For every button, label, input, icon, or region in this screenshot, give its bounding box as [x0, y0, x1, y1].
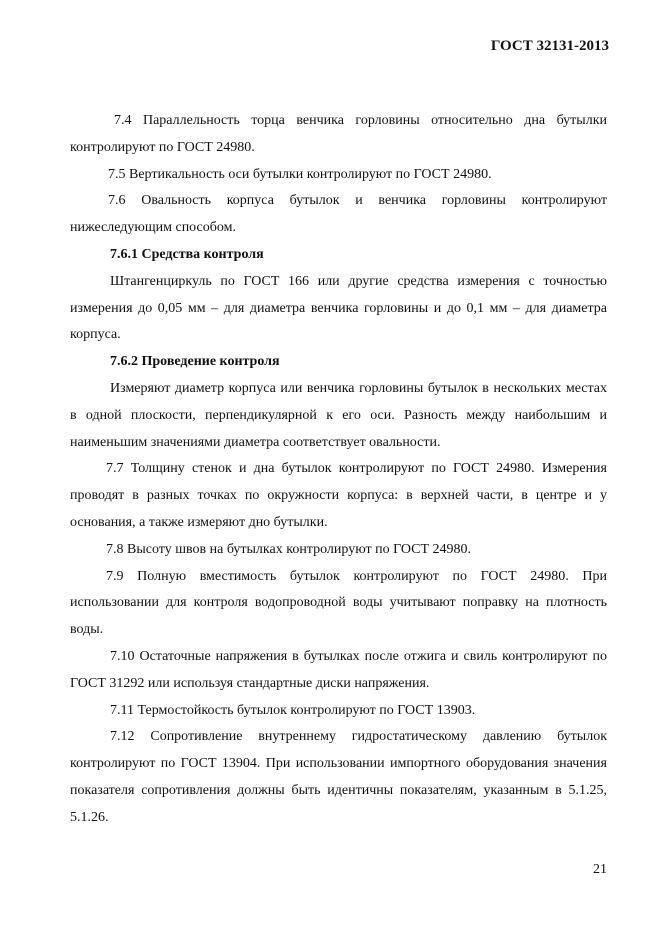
document-header-standard: ГОСТ 32131-2013 [490, 38, 609, 54]
paragraph-7-5: 7.5 Вертикальность оси бутылки контролируют по ГОСТ 24980. [108, 166, 492, 182]
paragraph-7-8: 7.8 Высоту швов на бутылках контролируют по ГОСТ 24980. [106, 541, 472, 557]
paragraph-7-9: 7.9 Полную вместимость бутылок контролируют по ГОСТ 24980. При использовании для контроля водопроводной воды учитывают поправку на плотность воды. [70, 568, 607, 638]
paragraph-7-7: 7.7 Толщину стенок и дна бутылок контролируют по ГОСТ 24980. Измерения проводят в разных точках по окружности корпуса: в верхней части, в центре и у основания, а также измеряют дно бутылки. [70, 461, 607, 530]
paragraph-7-6: 7.6 Овальность корпуса бутылок и венчика горловины контролируют нижеследующим способом. [70, 193, 607, 236]
paragraph-7-4: 7.4 Параллельность торца венчика горловины относительно дна бутылки контролируют по ГОСТ 24980. [70, 113, 607, 155]
heading-7-6-2: 7.6.2 Проведение контроля [110, 354, 280, 370]
paragraph-7-12: 7.12 Сопротивление внутреннему гидростатическому давлению бутылок контролируют по ГОСТ 13904. При использовании импортного оборудования значения показателя сопротивления должны быть идентичны показателям, указанным в 5.1.25, 5.1.26. [70, 729, 607, 825]
paragraph-7-6-2-text: Измеряют диаметр корпуса или венчика горловины бутылок в нескольких местах в одной плоскости, перпендикулярной к его оси. Разность между наибольшим и наименьшим значениями диаметра соответствует овальности. [70, 380, 607, 450]
heading-7-6-1: 7.6.1 Средства контроля [110, 246, 264, 262]
page-number: 21 [593, 862, 607, 877]
document-body [70, 108, 607, 832]
paragraph-7-6-1-text: Штангенциркуль по ГОСТ 166 или другие средства измерения с точностью измерения до 0,05 мм – для диаметра венчика горловины и до 0,1 мм – для диаметра корпуса. [70, 273, 607, 343]
paragraph-7-11: 7.11 Термостойкость бутылок контролируют по ГОСТ 13903. [110, 702, 476, 718]
paragraph-7-10: 7.10 Остаточные напряжения в бутылках после отжига и свиль контролируют по ГОСТ 31292 или используя стандартные диски напряжения. [70, 648, 607, 691]
